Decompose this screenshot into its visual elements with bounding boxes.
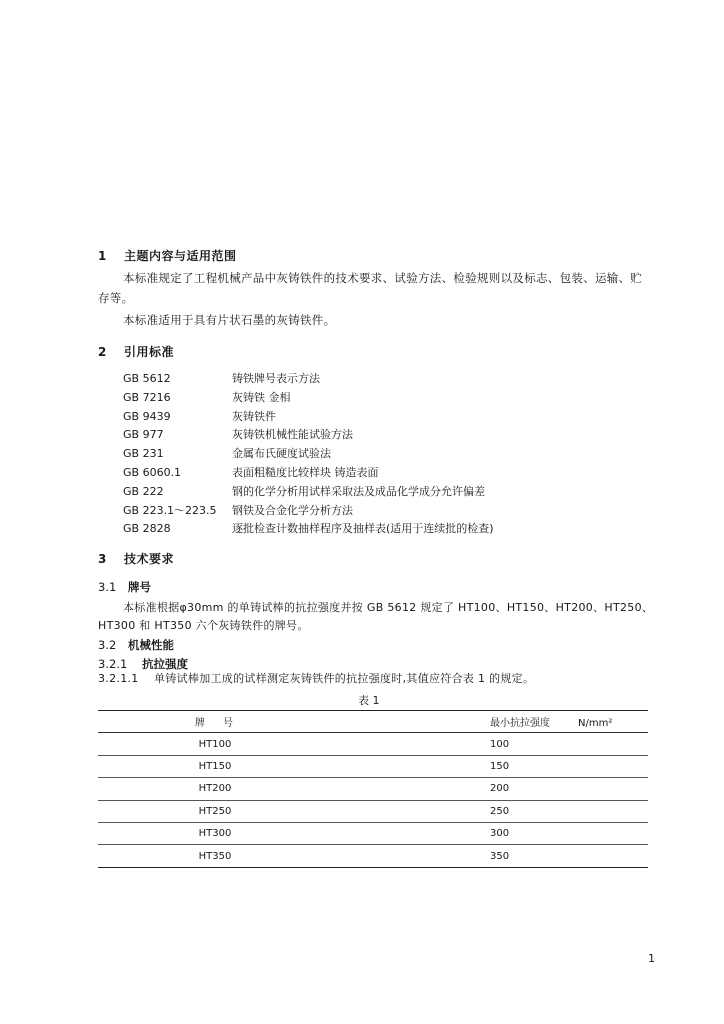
section-1-paragraph-1-line-2: 存等。 <box>98 291 134 305</box>
section-1-paragraph-1-line-1: 本标准规定了工程机械产品中灰铸铁件的技术要求、试验方法、检验规则以及标志、包装、运输、贮 <box>123 271 643 285</box>
strength-cell: 350 <box>490 850 510 862</box>
reference-item <box>123 464 603 483</box>
section-3-2-1-1-paragraph <box>98 669 534 689</box>
section-number: 1 <box>98 249 107 263</box>
section-3-heading <box>98 550 174 567</box>
reference-title: 逐批检查计数抽样程序及抽样表(适用于连续批的检查) <box>232 522 494 536</box>
table-1 <box>98 710 648 868</box>
reference-item <box>123 483 603 502</box>
table-caption: 表 1 <box>358 694 380 707</box>
subsection-number: 3.2 <box>98 638 117 652</box>
reference-title: 钢的化学分析用试样采取法及成品化学成分允许偏差 <box>232 484 485 498</box>
reference-item <box>123 408 603 427</box>
section-1-paragraph-2: 本标准适用于具有片状石墨的灰铸铁件。 <box>123 313 336 327</box>
table-row <box>98 733 648 755</box>
strength-cell: 150 <box>490 760 510 772</box>
strength-cell: 100 <box>490 738 510 750</box>
table-row <box>98 800 648 822</box>
reference-item <box>123 520 603 539</box>
reference-code: GB 5612 <box>123 372 171 385</box>
subsection-title: 牌号 <box>128 580 151 594</box>
section-2-heading <box>98 343 174 360</box>
grade-cell: HT100 <box>198 738 232 750</box>
reference-code: GB 223.1～223.5 <box>123 503 217 517</box>
section-number: 3 <box>98 552 107 566</box>
strength-cell: 200 <box>490 783 510 795</box>
reference-item <box>123 426 603 445</box>
section-1-heading <box>98 247 237 264</box>
clause-number: 3.2.1.1 <box>98 672 139 685</box>
reference-code: GB 222 <box>123 484 164 498</box>
reference-title: 灰铸铁机械性能试验方法 <box>232 428 353 442</box>
section-3-2-heading <box>98 637 174 653</box>
strength-cell: 250 <box>490 805 510 817</box>
section-title: 引用标准 <box>124 345 175 359</box>
subsection-title: 机械性能 <box>128 638 174 652</box>
column-header-strength <box>332 711 648 733</box>
reference-title: 钢铁及合金化学分析方法 <box>232 503 353 517</box>
table-row <box>98 755 648 777</box>
reference-item <box>123 445 603 464</box>
reference-code: GB 977 <box>123 428 164 442</box>
reference-title: 灰铸铁件 <box>232 409 276 423</box>
reference-title: 铸铁牌号表示方法 <box>232 372 320 385</box>
grade-cell: HT200 <box>198 783 232 795</box>
grade-cell: HT150 <box>198 760 232 772</box>
reference-list <box>123 370 603 539</box>
table-header-row <box>98 711 648 733</box>
reference-item <box>123 389 603 408</box>
reference-title: 灰铸铁 金相 <box>232 390 291 404</box>
reference-item <box>123 502 603 521</box>
reference-code: GB 6060.1 <box>123 465 182 479</box>
clause-text: 单铸试棒加工成的试样测定灰铸铁件的抗拉强度时,其值应符合表 1 的规定。 <box>154 672 535 685</box>
unit-label: N/mm² <box>578 718 613 730</box>
section-3-1-paragraph-line-2: HT300 和 HT350 六个灰铸铁件的牌号。 <box>98 619 309 632</box>
reference-title: 金属布氏硬度试验法 <box>232 447 331 461</box>
reference-code: GB 7216 <box>123 390 171 404</box>
grade-cell: HT250 <box>198 805 232 817</box>
subsection-number: 3.2.1 <box>98 657 128 671</box>
section-number: 2 <box>98 345 107 359</box>
column-header-grade: 牌号 <box>195 718 251 730</box>
table-row <box>98 778 648 800</box>
reference-item <box>123 370 603 389</box>
grade-cell: HT350 <box>198 850 232 862</box>
reference-code: GB 2828 <box>123 522 171 536</box>
reference-code: GB 231 <box>123 447 164 461</box>
strength-label: 最小抗拉强度 <box>490 718 550 730</box>
section-title: 技术要求 <box>124 552 175 566</box>
reference-title: 表面粗糙度比较样块 铸造表面 <box>232 465 379 479</box>
strength-cell: 300 <box>490 828 510 840</box>
section-3-1-heading <box>98 579 151 595</box>
table-row <box>98 822 648 844</box>
table-row <box>98 845 648 867</box>
reference-code: GB 9439 <box>123 409 171 423</box>
grade-cell: HT300 <box>198 828 232 840</box>
page-number: 1 <box>648 952 655 965</box>
section-3-1-paragraph-line-1: 本标准根据φ30mm 的单铸试棒的抗拉强度并按 GB 5612 规定了 HT100、HT150、HT200、HT250、 <box>123 601 654 614</box>
subsection-title: 抗拉强度 <box>142 657 188 671</box>
section-title: 主题内容与适用范围 <box>124 249 237 263</box>
subsection-number: 3.1 <box>98 580 117 594</box>
